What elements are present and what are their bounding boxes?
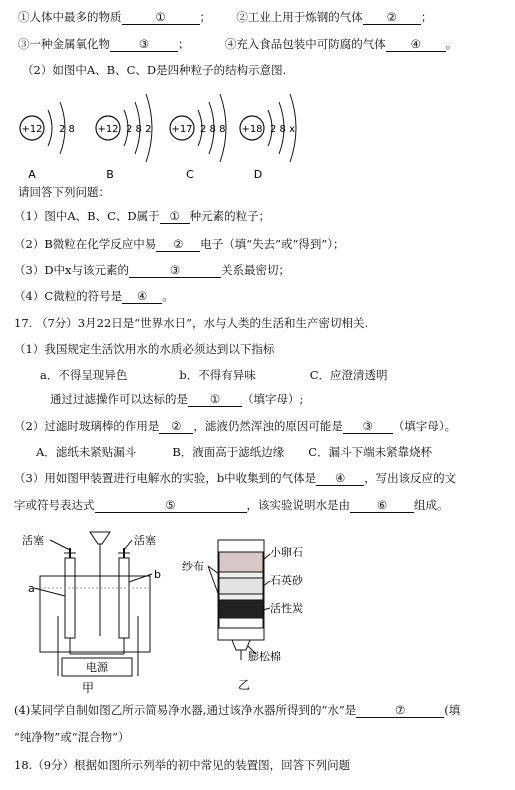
particle-b-label: B xyxy=(106,168,114,180)
prompt-text: (4)某同学自制如图乙所示简易净水器,通过该净水器所得到的“水”是 xyxy=(14,703,357,717)
particle-b xyxy=(96,94,152,180)
q18-header: 18.（9分）根据如图所示列举的初中常见的装置图，回答下列问题 xyxy=(14,758,351,772)
particle-c-label: C xyxy=(186,168,194,180)
q17-p4b: “纯净物”或“混合物”） xyxy=(14,730,130,744)
prompt-text: 字或符号表达式 xyxy=(14,498,95,512)
answer-blank-17-7: ⑦ xyxy=(356,703,444,718)
particle-b-shells: 2 8 2 xyxy=(126,124,152,135)
prompt-text: ④充入食品包装中可防腐的气体 xyxy=(224,37,386,51)
particle-a-shells: 2 8 xyxy=(59,124,75,135)
punct: ； xyxy=(199,10,211,24)
gauze-label: 纱布 xyxy=(182,560,204,573)
prompt-text: （填字母）。 xyxy=(392,419,457,433)
prompt-text: （2）B微粒在化学反应中易 xyxy=(14,237,157,251)
prompt-text: ③一种金属氧化物 xyxy=(18,37,110,51)
answer-blank-s3: ③ xyxy=(129,263,221,278)
punct: 。 xyxy=(445,37,458,51)
answer-blank-17-5: ⑤ xyxy=(95,498,247,513)
q17-p3 xyxy=(14,470,456,486)
subq-4 xyxy=(14,288,174,304)
answer-blank-1: ① xyxy=(122,10,200,25)
valve-left-label: 活塞 xyxy=(22,534,44,547)
tube-b-label: b xyxy=(154,568,161,581)
pebble-label: 小卵石 xyxy=(270,546,303,559)
particle-a-label: A xyxy=(28,168,36,180)
particle-a-nucleus: +12 xyxy=(21,124,43,135)
prompt-text: （4）C微粒的符号是 xyxy=(14,289,123,303)
answer-blank-17-2: ② xyxy=(159,419,193,434)
particle-b-nucleus: +12 xyxy=(97,124,119,135)
answer-blank-s1: ① xyxy=(160,209,190,224)
electrolysis-apparatus-figure xyxy=(18,526,178,694)
answer-blank-17-4: ④ xyxy=(316,471,364,486)
figure-yi-caption: 乙 xyxy=(237,678,251,692)
intro-particles: （2）如图中A、B、C、D是四种粒子的结构示意图. xyxy=(22,63,287,77)
particle-d-label: D xyxy=(253,168,263,180)
tube-a-label: a xyxy=(28,582,35,595)
prompt-text: 种元素的粒子； xyxy=(189,209,271,223)
water-purifier-figure xyxy=(182,526,332,694)
power-label: 电源 xyxy=(86,661,108,674)
punct: 。 xyxy=(162,289,174,303)
subq-2 xyxy=(14,236,345,252)
prompt-text: ，该实验说明水是由 xyxy=(246,498,350,512)
cotton-label: 膨松棉 xyxy=(248,650,281,663)
answer-blank-s2: ② xyxy=(156,237,200,252)
q17-p2 xyxy=(14,418,456,434)
prompt-text: 电子（填“失去”或“得到”）； xyxy=(200,237,345,251)
q-top-row2 xyxy=(18,36,457,52)
option-c: C．应澄清透明 xyxy=(309,368,388,382)
q17-filter-line xyxy=(50,391,303,407)
prompt-text: ，滤液仍然浑浊的原因可能是 xyxy=(193,419,343,433)
prompt-text: 通过过滤操作可以达标的是 xyxy=(50,392,188,406)
subq-3 xyxy=(14,262,290,278)
q17-p4 xyxy=(14,702,460,718)
prompt-text: (填 xyxy=(444,703,461,717)
q17-p2-options xyxy=(36,444,432,460)
punct: ； xyxy=(178,37,190,51)
prompt-text: 关系最密切； xyxy=(221,263,291,277)
particle-c-nucleus: +17 xyxy=(171,124,193,135)
particle-d-shells: 2 8 x xyxy=(270,124,295,135)
punct: ； xyxy=(420,10,433,24)
prompt-text: （填字母）; xyxy=(242,392,304,406)
prompt-text: （3）D中x与该元素的 xyxy=(14,263,130,277)
answer-blank-17-3: ③ xyxy=(343,419,393,434)
particle-c-shells: 2 8 8 xyxy=(200,124,226,135)
prompt-text: （3）用如图甲装置进行电解水的实验，b中收集到的气体是 xyxy=(14,471,317,485)
prompt-text: ②工业上用于炼钢的气体 xyxy=(236,10,363,24)
answer-blank-17-6: ⑥ xyxy=(350,498,414,513)
answer-blank-4: ④ xyxy=(386,37,446,52)
prompt-text: ①人体中最多的物质 xyxy=(18,10,122,24)
particle-structure-diagram xyxy=(14,84,314,180)
q17-p1: （1）我国规定生活饮用水的水质必须达到以下指标 xyxy=(14,342,275,356)
particle-a xyxy=(20,102,75,180)
option-a: A．滤纸未紧贴漏斗 xyxy=(36,445,137,459)
prompt-text: ，写出该反应的文 xyxy=(364,471,457,485)
prompt-text: （2）过滤时玻璃棒的作用是 xyxy=(14,419,160,433)
particle-d xyxy=(240,94,296,180)
answer-blank-3: ③ xyxy=(110,37,178,52)
ask-text: 请回答下列问题： xyxy=(18,185,110,199)
prompt-text: 组成。 xyxy=(414,498,449,512)
particle-d-nucleus: +18 xyxy=(241,124,263,135)
subq-1 xyxy=(14,208,270,224)
answer-blank-2: ② xyxy=(363,10,421,25)
option-c: C．漏斗下端未紧靠烧杯 xyxy=(308,445,433,459)
option-b: B．液面高于滤纸边缘 xyxy=(172,445,285,459)
q17-header: 17. （7分）3月22日是“世界水日”，水与人类的生活和生产密切相关. xyxy=(14,316,369,330)
sand-label: 石英砂 xyxy=(270,574,303,587)
answer-blank-s4: ④ xyxy=(122,289,162,304)
q17-p3b xyxy=(14,497,449,513)
answer-blank-17-1: ① xyxy=(188,392,242,407)
option-b: b．不得有异味 xyxy=(179,368,256,382)
valve-right-label: 活塞 xyxy=(134,534,156,547)
figure-jia-caption: 甲 xyxy=(81,681,95,694)
carbon-label: 活性炭 xyxy=(270,602,303,615)
option-a: a．不得呈现异色 xyxy=(40,368,128,382)
particle-c xyxy=(170,94,226,180)
q17-options-row xyxy=(40,367,388,383)
q-top-row1 xyxy=(18,9,432,25)
prompt-text: （1）图中A、B、C、D属于 xyxy=(14,209,160,223)
